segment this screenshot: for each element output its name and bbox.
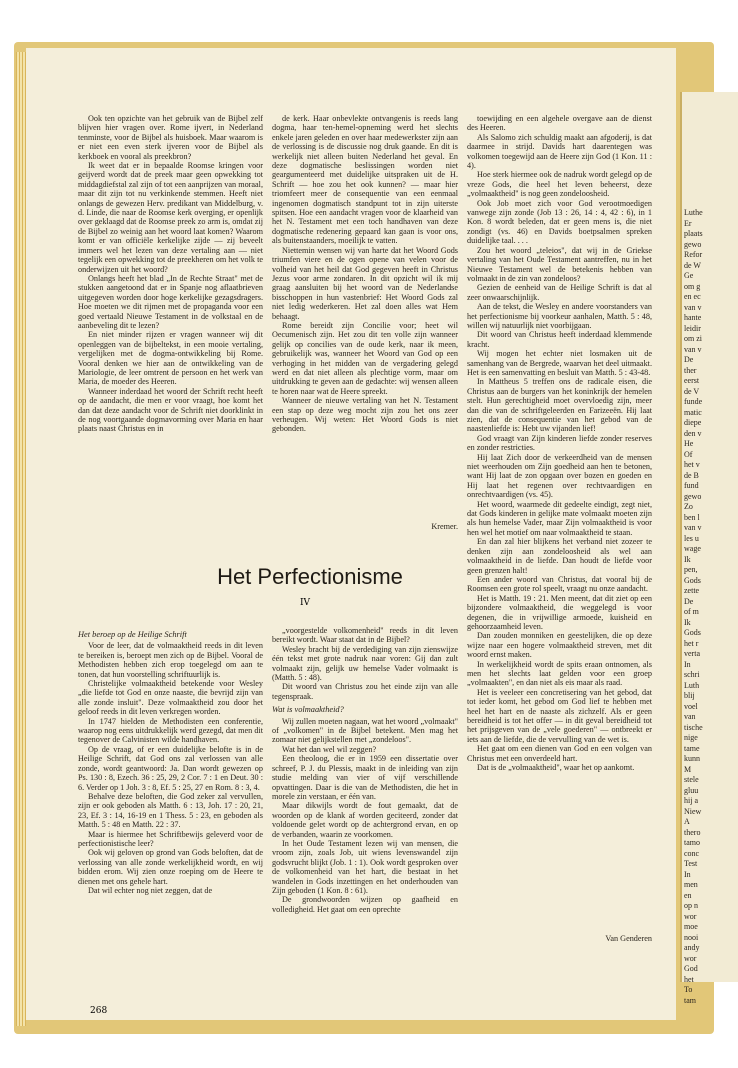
edge-text-line: het <box>684 974 694 984</box>
paragraph: Dat is de „volmaaktheid", waar het op aankomt. <box>477 763 635 773</box>
edge-text-line: men <box>684 880 698 889</box>
paragraph: „voorgestelde volkomenheid" reeds in dit leven bereikt wordt. Waar staat dat in de Bijbel? <box>272 626 458 645</box>
section-numeral: IV <box>300 598 311 608</box>
paragraph: Als Salomo zich schuldig maakt aan afgoderij, is dat daarmee in strijd. Davids hart daarentegen was volkomen toegewijd aan de Heere zijn God (1 Kon. 11 : 4). <box>467 132 652 171</box>
edge-text-line: verta <box>684 649 700 658</box>
paragraph: Het is Matth. 19 : 21. Men meent, dat dit ziet op een bijzondere volmaaktheid, die weggelegd is voor degenen, die in vrijwillige armoede, kuisheid en gehoorzaamheid leven. <box>467 593 652 631</box>
paragraph: God vraagt van Zijn kinderen liefde zonder reserves en zonder restricties. <box>467 433 652 453</box>
edge-text-line: eerst <box>684 376 700 385</box>
paragraph: Onlangs heeft het blad „In de Rechte Straat" met de stukken aangetoond dat er in Spanje nog aflaatbrieven uitgegeven worden door hoge kerkelijke gezagsdragers. Hoe moeten we dit rijmen met de propaganda voor een goed vertaald Nieuwe Testament in de volkstaal en de aanbeveling dit te lezen? <box>78 273 263 330</box>
paragraph: Dit woord van Christus zou het einde zijn van alle tegenspraak. <box>272 682 458 701</box>
edge-text-line: Luthe <box>684 208 703 217</box>
edge-text-line: van <box>684 712 696 721</box>
column-2-bottom <box>272 626 458 914</box>
edge-text-line: en <box>684 890 692 900</box>
paragraph: Het is veeleer een concretisering van het gebod, dat tot ieder komt, het gebod om God lief te hebben met heel het hart en de naaste als zichzelf. Als er geen bereidheid is tot het offer — in dit geval bereidheid tot het prijsgeven van de „vele goederen" — ontbreekt er iets aan de liefde, die de vervulling van de wet is. <box>467 687 652 744</box>
edge-text-line: ther <box>684 365 697 375</box>
edge-text-line: tame <box>684 743 700 753</box>
paragraph: Maar dikwijls wordt de fout gemaakt, dat de woorden op de klank af worden geciteerd, zonder dat voldoende gelet wordt op de achtergrond ervan, en op de verbanden, waarin ze voorkomen. <box>272 801 458 839</box>
paragraph: Niettemin wensen wij van harte dat het Woord Gods triumfen viere en de ogen opene van velen voor de volheid van het heil dat God gegeven heeft in Christus Jezus voor arme zondaren. In dit opzicht wil ik mij graag aansluiten bij het woord van de Nederlandse bisschoppen in hun vastenbrief: Het Woord Gods zal niet ledig wederkeren. Het zal doen alles wat Hem behaagt. <box>272 245 458 321</box>
edge-text-line: fund <box>684 481 699 490</box>
paragraph: Wij zullen moeten nagaan, wat het woord „volmaakt" of „volkomen" in de Bijbel betekent. Men mag het zomaar niet gelijkstellen met „zondeloos". <box>272 716 458 745</box>
edge-text-line: De <box>684 355 694 364</box>
paragraph: de kerk. Haar onbevlekte ontvangenis is reeds lang dogma, haar ten-hemel-opneming werd het slechts enkele jaren geleden en over haar medewerkster zijn aan de verlossing is de discussie nog druk gaande. En dit is werkelijk niet alleen buiten Nederland het geval. En deze dogmatische beslissingen worden niet geargumenteerd met duidelijke uitspraken uit de H. Schrift — hoe zou het ook kunnen? — maar hier triomfeert meer de consequentie van een eenmaal ingenomen dogmatisch standpunt tot in zijn uiterste spitsen. Hoe een aandacht vragen voor de klaarheid van het N. Testament met een toch handhaven van deze dogmatische redenering gepaard kan gaan is voor ons, als buitenstaanders, moeilijk te vatten. <box>272 114 458 246</box>
edge-text-line: zette <box>684 586 700 595</box>
edge-text-line: gluu <box>684 785 699 795</box>
edge-text-line: hij a <box>684 796 698 805</box>
edge-text-line: het r <box>684 638 699 648</box>
edge-text-line: M <box>684 764 692 774</box>
paragraph: Wij mogen het echter niet losmaken uit de samenhang van de Bergrede, waarvan het deel uitmaakt. Het is een samenvatting en besluit van Matth. 5 : 43-48. <box>467 349 652 377</box>
column-3 <box>467 114 652 772</box>
edge-text-line: en ec <box>684 292 701 301</box>
book-page <box>26 48 676 1020</box>
paragraph: Wat het dan wel wil zeggen? <box>282 744 377 754</box>
author-block <box>467 928 652 943</box>
paragraph: Een theoloog, die er in 1959 een dissertatie over schreef, P. J. du Plessis, maakt in de inleiding van zijn studie melding van vier of vijf verschillende opvattingen. Daar is die van de Methodisten, die het in morele zin verstaan, er één van. <box>272 754 458 801</box>
paragraph: Wanneer inderdaad het woord der Schrift recht heeft op de aandacht, die men er voor vraagt, hoe komt het dan dat deze aandacht voor de Schrift niet doorklinkt in de nog voortgaande dogmavorming over Maria en haar plaats naast Christus en in <box>78 386 263 434</box>
edge-text-line: tamo <box>684 838 700 847</box>
edge-text-line: les u <box>684 533 699 543</box>
page-number: 268 <box>90 1006 108 1016</box>
paragraph: toewijding en een algehele overgave aan de dienst des Heeren. <box>467 114 652 133</box>
paragraph: Wanneer de nieuwe vertaling van het N. Testament een stap op deze weg mocht zijn zou het ons zeer verheugen. Wij weten: Het Woord Gods is niet gebonden. <box>272 396 458 434</box>
edge-text-line: Of <box>684 449 693 459</box>
paragraph: Ook Job moet zich voor God verootmoedigen vanwege zijn zonde (Job 13 : 26, 14 : 4, 42 : 6), in 1 Kon. 8 wordt beleden, dat er geen mens is, die niet zondigt (vs. 46) en Davids boetpsalmen spreken duidelijke taal. . . . <box>467 198 652 246</box>
paragraph: In werkelijkheid wordt de spits eraan ontnomen, als men het slechts laat gelden voor een groep „volmaakten", en dan niet als eis maar als raad. <box>467 659 652 688</box>
paragraph: In Mattheus 5 treffen ons de radicale eisen, die Christus aan de burgers van het koninkrijk der hemelen stelt. Hun gerechtigheid moet overvloedig zijn, meer dan die van de schriftgeleerden en Farizeeën. Hij laat zien, dat de consequentie van het gebod van de naastenliefde is: Hebt uw vijanden lief! <box>467 377 652 434</box>
edge-text-line: pen, <box>684 565 698 574</box>
author-signature: Van Genderen <box>605 934 652 943</box>
edge-text-line: Niew <box>684 806 702 816</box>
article-title: Het Perfectionisme <box>217 564 403 589</box>
section-heading: Wat is volmaaktheid? <box>272 705 344 715</box>
edge-text-line: Luth <box>684 680 700 690</box>
edge-text-line: de V <box>684 386 700 396</box>
edge-text-line: of m <box>684 607 699 616</box>
paragraph: Rome bereidt zijn Concilie voor; heet wil Oecumenisch zijn. Het zou dit ten volle zijn wanneer gelijk op concilies van de oude kerk, naar ik meen, gebruikelijk was, wanneer het Woord van God op een verhoging in het midden van de vergadering gelegd werd en dat niet alleen als plechtige vorm, maar om uitdrukking te geven aan de gedachte: wij wensen alleen te horen naar wat de Heere spreekt. <box>272 320 458 396</box>
edge-text-line: nige <box>684 733 698 742</box>
edge-text-line: blij <box>684 691 695 700</box>
paragraph: Christelijke volmaaktheid betekende voor Wesley „die liefde tot God en onze naaste, die bevrijd zijn van alle zonde insluit". Deze volmaaktheid zou door het geloof reeds in dit leven verkregen worden. <box>78 679 263 717</box>
edge-text-line: funde <box>684 397 703 406</box>
edge-text-line: Ge <box>684 271 694 280</box>
edge-text-line: de B <box>684 470 699 480</box>
paragraph: Ook ten opzichte van het gebruik van de Bijbel zelf blijven hier vragen over. Rome ijvert, in Nederland tenminste, voor de Bijbel als huisboek. Maar waarom is er niet een even sterk ijveren voor de Bijbel als kerkboek en vooral als preekbron? <box>78 114 263 161</box>
edge-text-line: plaats <box>684 229 703 238</box>
edge-text-line: ben l <box>684 512 700 522</box>
edge-text-line: wor <box>684 953 697 963</box>
edge-text-line: kunn <box>684 754 700 763</box>
edge-text-line: wor <box>684 911 697 921</box>
paragraph: Ook wij geloven op grond van Gods beloften, dat de verlossing van alle zonde werkelijkheid wordt, en wij bidden erom. Wij zien onze roeping om de Heere te dienen met ons gehele hart. <box>78 848 263 886</box>
paragraph: Het woord, waarmede dit gedeelte eindigt, zegt niet, dat Gods kinderen in gelijke mate volmaakt moeten zijn als hun hemelse Vader, maar Zijn volmaaktheid is voor hen wel het motief om naar volmaaktheid te staan. <box>467 499 652 537</box>
edge-text-line: voel <box>684 701 698 711</box>
paragraph: Hoe sterk hiermee ook de nadruk wordt gelegd op de vreze Gods, die heel het leven beheerst, deze „volmaaktheid" is nog geen zondeloosheid. <box>467 170 652 199</box>
edge-text-line: To <box>684 985 693 994</box>
edge-text-line: Gods <box>684 575 701 585</box>
paragraph: Gezien de eenheid van de Heilige Schrift is dat al zeer onwaarschijnlijk. <box>467 283 652 302</box>
edge-text-line: diepe <box>684 418 702 427</box>
edge-text-line: het v <box>684 460 700 469</box>
paragraph: Zou het woord „teleios", dat wij in de Griekse vertaling van het Oude Testament aantreffen, nu in het Nieuwe Testament wel de betekenis hebben van volmaakt in de zin van zondeloos? <box>467 245 652 283</box>
column-1-top <box>78 114 263 434</box>
column-1-bottom <box>78 626 263 895</box>
edge-text-line: Ik <box>684 554 691 564</box>
edge-text-line: wage <box>684 544 701 553</box>
signature-block <box>272 516 458 531</box>
edge-text-line: de W <box>684 260 701 270</box>
paragraph: Behalve deze beloften, die God zeker zal vervullen, zijn er ook geboden als Matth. 6 : 13, Joh. 17 : 20, 21, 23, Ef. 3 : 14, 16-19 en 1 Thess. 5 : 23, en geboden als Matth. 5 : 48 en Matth. 22 : 37. <box>78 791 263 830</box>
signature: Kremer. <box>431 522 458 531</box>
edge-text-line: In <box>684 869 691 879</box>
edge-text-line: om g <box>684 281 701 291</box>
paragraph: Het gaat om een dienen van God en een volgen van Christus met een onverdeeld hart. <box>467 744 652 763</box>
edge-text-line: Test <box>684 859 698 868</box>
edge-text-line: thero <box>684 827 701 837</box>
paragraph: Dan zouden monniken en geestelijken, die op deze wijze naar een hogere volmaaktheid streven, met dit woord ernst maken. <box>467 631 652 660</box>
paragraph: Hij laat Zich door de verkeerdheid van de mensen niet weerhouden om Zijn goedheid aan hen te betonen, want Hij laat de zon opgaan over bozen en goeden en Hij laat het regenen over rechtvaardigen en onrechtvaardigen (vs. 45). <box>467 452 652 500</box>
section-heading: Het beroep op de Heilige Schrift <box>78 630 187 639</box>
edge-text-line: andy <box>684 943 700 952</box>
paragraph: Op de vraag, of er een duidelijke belofte is in de Heilige Schrift, dat God ons zal verlossen van alle zonde, wordt geantwoord: Ja. Dan wordt gewezen op Ps. 130 : 8, Ezech. 36 : 25, 29, 2 Cor. 7 : 1 en Deut. 30 : 6. Verder op 1 Joh. 3 : 8, Ef. 5 : 25, 27 en Rom. 8 : 3, 4. <box>78 744 263 792</box>
edge-text-line: van v <box>684 344 702 354</box>
edge-text-line: op n <box>684 901 698 910</box>
edge-text-line: schri <box>684 670 700 679</box>
edge-text-line: tische <box>684 722 703 732</box>
edge-text-line: God <box>684 964 698 973</box>
edge-text-line: A <box>684 817 690 826</box>
paragraph: De grondwoorden wijzen op gaafheid en volledigheid. Het gaat om een oprechte <box>272 895 458 914</box>
edge-text-line: van v <box>684 523 702 532</box>
edge-text-line: tam <box>684 995 696 1005</box>
edge-text-line: Ik <box>684 617 691 627</box>
paragraph: Dit woord van Christus heeft inderdaad klemmende kracht. <box>467 330 652 349</box>
edge-text-line: den v <box>684 428 702 438</box>
paragraph: Een ander woord van Christus, dat vooral bij de Roomsen een grote rol speelt, vraagt nu onze aandacht. <box>467 574 652 594</box>
paragraph: In het Oude Testament lezen wij van mensen, die vroom zijn, zoals Job, uit wiens levenswandel zijn godsvrucht blijkt (Job. 1 : 1). Ook wordt gesproken over de volkomenheid van het hart, die bestaat in het wandelen in Gods inzettingen en het onderhouden van Zijn geboden (1 Kon. 8 : 61). <box>272 838 458 895</box>
edge-text-line: De <box>684 596 694 606</box>
paragraph: En niet minder rijzen er vragen wanneer wij dit openleggen van de bijbeltekst, in een mooie vertaling, vergelijken met de dogma-ontwikkeling bij Rome. Vooral denken we hier aan de ontwikkeling van de Mariologie, de leer omtrent de persoon en het werk van Maria, de moeder des Heeren. <box>78 330 263 387</box>
edge-text-line: Gods <box>684 628 701 637</box>
edge-text-line: Zo <box>684 502 693 511</box>
edge-text-line: In <box>684 659 691 669</box>
edge-text-line: matic <box>684 407 702 417</box>
paragraph: In 1747 hielden de Methodisten een conferentie, waarop nog eens uitdrukkelijk werd gezegd, dat men dit tegenover de Calvinisten wilde handhaven. <box>78 716 263 745</box>
paragraph: Aan de tekst, die Wesley en andere voorstanders van het perfectionisme bij voorkeur aanhalen, Matth. 5 : 48, willen wij natuurlijk niet voorbijgaan. <box>467 302 652 330</box>
edge-text-line: nooi <box>684 932 699 942</box>
edge-text-line: om zi <box>684 334 702 343</box>
paragraph: Voor de leer, dat de volmaaktheid reeds in dit leven te bereiken is, beroept men zich op de Bijbel. Vooral de Methodisten hebben zich erop toegelegd om aan te tonen, dat hun voorstelling schriftuurlijk is. <box>78 641 263 679</box>
edge-text-line: stele <box>684 775 699 784</box>
column-2-top <box>272 114 458 434</box>
edge-text-line: leidir <box>684 323 701 333</box>
edge-text-line: gewo <box>684 239 702 249</box>
paragraph: Maar is hiermee het Schriftbewijs geleverd voor de perfectionistische leer? <box>78 829 263 848</box>
page-edges <box>16 52 26 1026</box>
paragraph: Ik weet dat er in bepaalde Roomse kringen voor geijverd wordt dat de preek maar geen opwekking tot middagdiefstal zal zijn of tot een aanprijzen van moraal, maar dit zijn tot nu verkinkende stemmen. Heeft niet onlangs de gewezen Herv. predikant van Middelburg, v. d. Linde, die naar de Roomse kerk overging, er openlijk over geklaagd dat de Roomse preek zo arm is, omdat zij de Bijbel zo weinig aan het woord laat komen? Waarom komt er van officiële kerkelijke zijde — zij beveelt immers wel het lezen van deze vertaling aan — niet tegelijk een opwekking tot de preekheren om het volk te onderwijzen uit het woord? <box>78 161 263 274</box>
edge-text-line: Refor <box>684 250 703 259</box>
edge-text-line: hante <box>684 313 702 322</box>
edge-text-line: conc <box>684 848 700 858</box>
paragraph: Dat wil echter nog niet zeggen, dat de <box>88 885 213 895</box>
paragraph: En dan zal hier blijkens het verband niet zozeer te denken zijn aan zondeloosheid als wel aan volmaaktheid in de liefde. Dan houdt de liefde voor geen grenzen halt! <box>467 537 652 575</box>
edge-text-line: Er <box>684 218 692 228</box>
paragraph: Wesley bracht bij de verdediging van zijn zienswijze één tekst met grote nadruk naar voren: Gij dan zult volmaakt zijn, gelijk uw hemelse Vader volmaakt is (Matth. 5 : 48). <box>272 644 458 683</box>
edge-text-line: gewo <box>684 491 702 501</box>
edge-text-line: He <box>684 439 694 448</box>
edge-text-line: van v <box>684 302 702 312</box>
edge-text-line: moe <box>684 922 698 931</box>
